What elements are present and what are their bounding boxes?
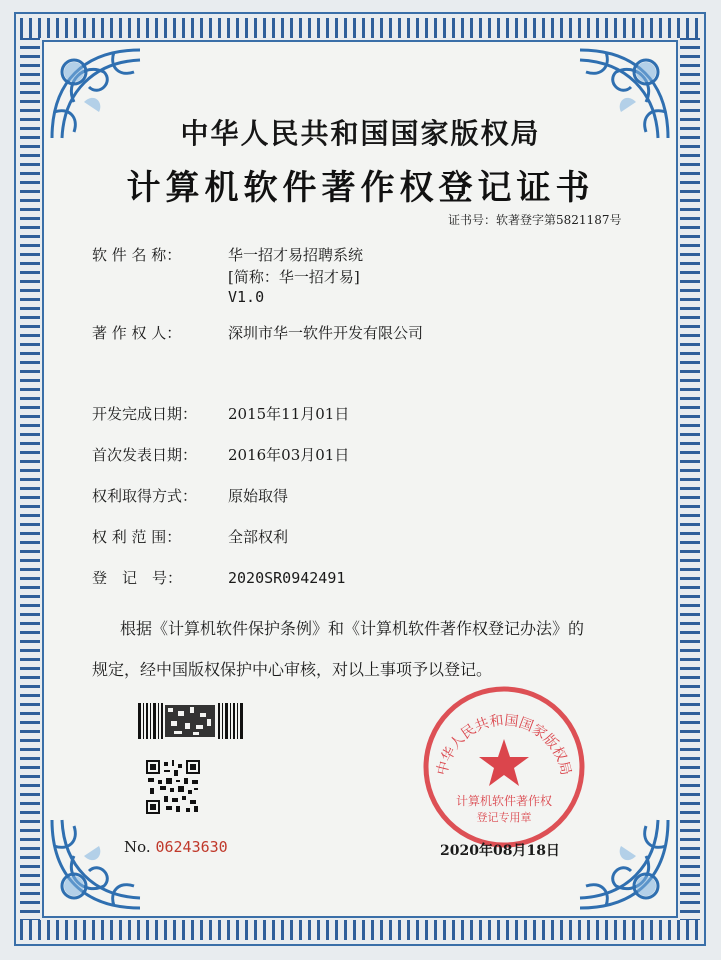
field-software-short-name (92, 266, 360, 287)
certificate-number (448, 211, 621, 228)
field-software-version (92, 288, 264, 306)
field-value: 2020SR0942491 (228, 569, 346, 587)
field-software-name (92, 244, 363, 265)
field-label: 著 作 权 人： (92, 324, 182, 342)
field-completion-date (92, 403, 349, 424)
field-value: 2015年11月01日 (228, 405, 350, 423)
certificate-number-value: 软著登字第5821187号 (496, 213, 622, 227)
star-icon (479, 739, 529, 786)
field-copyright-owner (92, 322, 423, 343)
field-label: 登 记 号： (92, 569, 183, 587)
field-value: 2016年03月01日 (228, 446, 350, 464)
field-label: 开发完成日期： (92, 405, 198, 423)
field-value: [简称：华一招才易] (228, 268, 360, 286)
statement-line-1: 根据《计算机软件保护条例》和《计算机软件著作权登记办法》的 (120, 619, 585, 638)
official-seal (420, 683, 588, 851)
serial-prefix: No. (124, 838, 151, 856)
field-label: 首次发表日期： (92, 446, 198, 464)
field-first-publication-date (92, 444, 349, 465)
barcode (138, 703, 244, 739)
seal-text-line-1: 计算机软件著作权 (455, 794, 553, 808)
field-value: 深圳市华一软件开发有限公司 (228, 324, 424, 342)
field-value: 全部权利 (228, 528, 289, 546)
field-value: V1.0 (228, 288, 265, 306)
serial-value: 06243630 (155, 838, 228, 856)
issuing-authority: 中华人民共和国国家版权局 (180, 117, 541, 150)
field-label: 权 利 范 围： (92, 528, 182, 546)
field-acquisition-method (92, 485, 288, 506)
issue-date: 2020年08月18日 (440, 843, 560, 859)
statement-line-2: 规定，经中国版权保护中心审核，对以上事项予以登记。 (92, 660, 493, 679)
corner-ornament-bottom-left (44, 812, 148, 916)
certificate-title: 计算机软件著作权登记证书 (126, 168, 595, 208)
field-label: 软 件 名 称： (92, 246, 182, 264)
qr-code (146, 760, 200, 814)
field-value: 华一招才易招聘系统 (228, 246, 364, 264)
certificate-number-label: 证书号： (448, 213, 497, 227)
field-value: 原始取得 (228, 487, 289, 505)
field-rights-scope (92, 526, 288, 547)
field-registration-number (92, 567, 345, 588)
seal-ring-text: 中华人民共和国国家版权局 (434, 712, 574, 777)
seal-text-line-2: 登记专用章 (476, 811, 532, 824)
field-label: 权利取得方式： (92, 487, 198, 505)
serial-number (124, 838, 228, 856)
